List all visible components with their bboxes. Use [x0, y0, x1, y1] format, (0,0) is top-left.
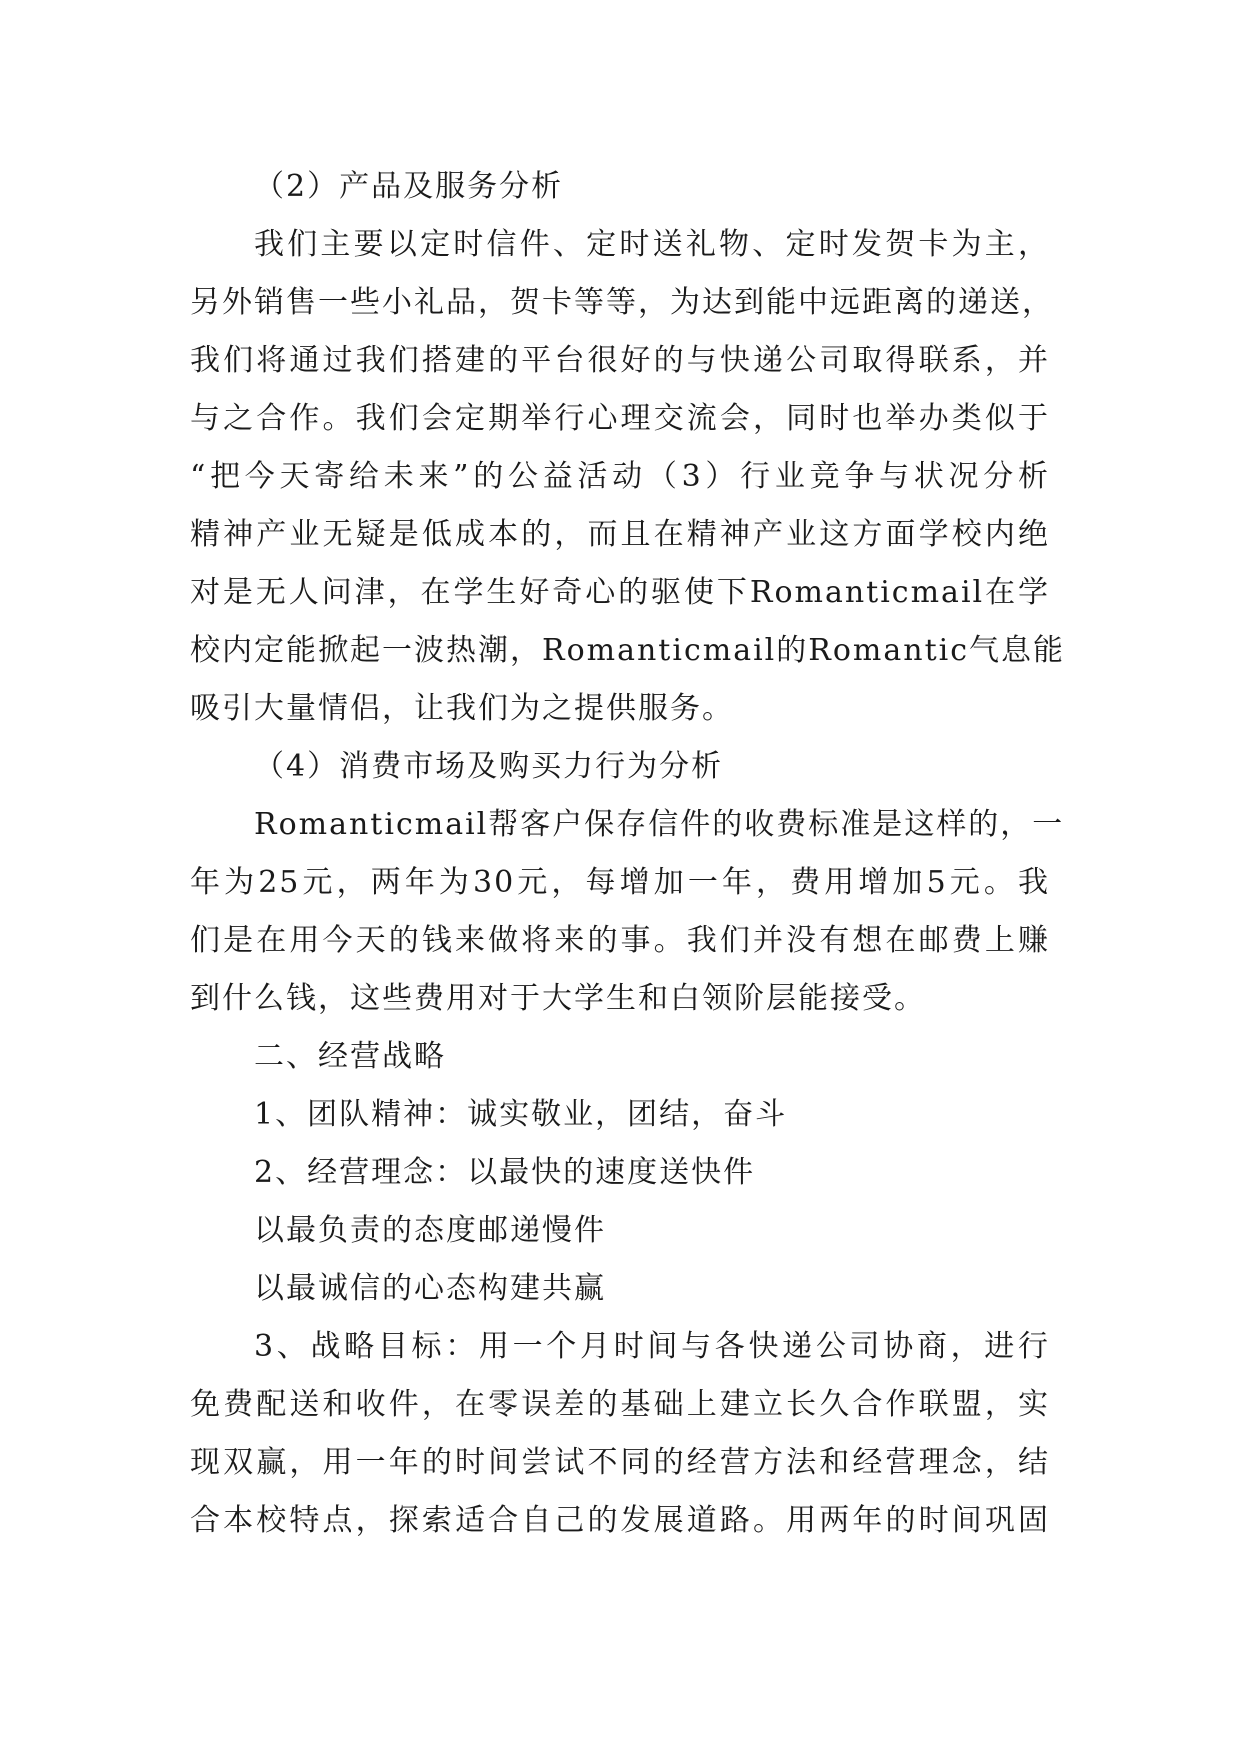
paragraph-line: 们是在用今天的钱来做将来的事。我们并没有想在邮费上赚 — [190, 923, 1050, 958]
list-item-business-philosophy: 2、经营理念：以最快的速度送快件 — [254, 1155, 756, 1190]
paragraph-line: 免费配送和收件，在零误差的基础上建立长久合作联盟，实 — [190, 1387, 1050, 1422]
paragraph-line: 对是无人问津，在学生好奇心的驱使下Romanticmail在学 — [190, 575, 1050, 610]
list-item-strategic-goal: 3、战略目标：用一个月时间与各快递公司协商，进行 — [254, 1329, 1050, 1364]
section-heading-product-service: （2）产品及服务分析 — [254, 169, 564, 204]
paragraph-line: 现双赢，用一年的时间尝试不同的经营方法和经营理念，结 — [190, 1445, 1050, 1480]
section-heading-business-strategy: 二、经营战略 — [254, 1039, 446, 1074]
paragraph-line: 年为25元，两年为30元，每增加一年，费用增加5元。我 — [190, 865, 1050, 900]
paragraph-line: 校内定能掀起一波热潮，Romanticmail的Romantic气息能 — [190, 633, 1066, 668]
philosophy-line: 以最负责的态度邮递慢件 — [254, 1213, 606, 1248]
section-heading-consumer-market: （4）消费市场及购买力行为分析 — [254, 749, 724, 784]
paragraph-line: 吸引大量情侣，让我们为之提供服务。 — [190, 691, 734, 726]
philosophy-line: 以最诚信的心态构建共赢 — [254, 1271, 606, 1306]
paragraph-line: 与之合作。我们会定期举行心理交流会，同时也举办类似于 — [190, 401, 1050, 436]
paragraph-line: 我们将通过我们搭建的平台很好的与快递公司取得联系，并 — [190, 343, 1050, 378]
paragraph-line: 精神产业无疑是低成本的，而且在精神产业这方面学校内绝 — [190, 517, 1050, 552]
paragraph-line: 我们主要以定时信件、定时送礼物、定时发贺卡为主， — [254, 227, 1050, 262]
paragraph-line: Romanticmail帮客户保存信件的收费标准是这样的，一 — [254, 807, 1065, 842]
paragraph-line: 合本校特点，探索适合自己的发展道路。用两年的时间巩固 — [190, 1503, 1050, 1538]
document-body — [190, 158, 1066, 1550]
paragraph-line: 另外销售一些小礼品，贺卡等等，为达到能中远距离的递送， — [190, 285, 1054, 320]
paragraph-line: “把今天寄给未来”的公益活动（3）行业竞争与状况分析 — [190, 459, 1050, 494]
list-item-team-spirit: 1、团队精神：诚实敬业，团结，奋斗 — [254, 1097, 788, 1132]
paragraph-line: 到什么钱，这些费用对于大学生和白领阶层能接受。 — [190, 981, 926, 1016]
